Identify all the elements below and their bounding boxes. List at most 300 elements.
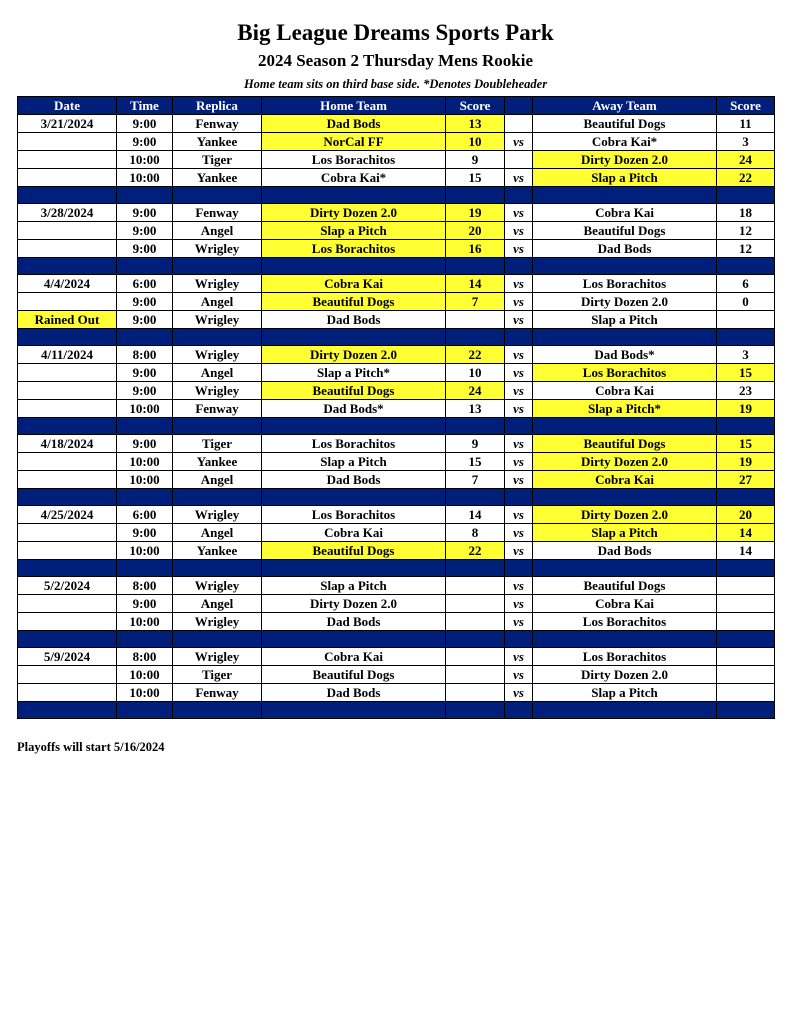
- separator-cell: [505, 258, 533, 275]
- cell-home-score: 14: [446, 275, 505, 293]
- game-row: [18, 648, 775, 666]
- separator-cell: [717, 418, 775, 435]
- week-separator: [18, 187, 775, 204]
- cell-date: 3/28/2024: [18, 204, 117, 222]
- schedule-table: [17, 96, 775, 719]
- cell-away-team: Dad Bods: [533, 240, 717, 258]
- game-row: [18, 222, 775, 240]
- separator-cell: [117, 329, 173, 346]
- separator-cell: [533, 329, 717, 346]
- game-row: [18, 542, 775, 560]
- cell-replica: Angel: [173, 293, 262, 311]
- cell-time: 9:00: [117, 293, 173, 311]
- separator-cell: [446, 329, 505, 346]
- cell-vs: vs: [505, 471, 533, 489]
- separator-cell: [446, 631, 505, 648]
- cell-date: [18, 453, 117, 471]
- cell-home-score: [446, 577, 505, 595]
- cell-away-team: Slap a Pitch: [533, 169, 717, 187]
- cell-time: 9:00: [117, 595, 173, 613]
- cell-away-team: Dad Bods*: [533, 346, 717, 364]
- cell-home-score: 24: [446, 382, 505, 400]
- cell-date: [18, 133, 117, 151]
- cell-away-team: Dirty Dozen 2.0: [533, 151, 717, 169]
- cell-away-team: Cobra Kai*: [533, 133, 717, 151]
- cell-away-score: [717, 648, 775, 666]
- cell-home-team: Slap a Pitch*: [262, 364, 446, 382]
- cell-home-score: [446, 613, 505, 631]
- separator-cell: [18, 187, 117, 204]
- cell-home-team: Los Borachitos: [262, 240, 446, 258]
- cell-away-score: [717, 595, 775, 613]
- cell-away-team: Dad Bods: [533, 542, 717, 560]
- week-separator: [18, 560, 775, 577]
- cell-date: [18, 471, 117, 489]
- cell-vs: [505, 115, 533, 133]
- cell-away-score: [717, 311, 775, 329]
- cell-date: [18, 542, 117, 560]
- cell-time: 6:00: [117, 275, 173, 293]
- cell-home-team: Slap a Pitch: [262, 453, 446, 471]
- cell-replica: Yankee: [173, 169, 262, 187]
- separator-cell: [446, 418, 505, 435]
- cell-home-team: Cobra Kai: [262, 275, 446, 293]
- cell-vs: vs: [505, 577, 533, 595]
- game-row: [18, 506, 775, 524]
- separator-cell: [18, 702, 117, 719]
- cell-replica: Wrigley: [173, 648, 262, 666]
- cell-away-team: Los Borachitos: [533, 613, 717, 631]
- page-title: Big League Dreams Sports Park: [237, 20, 554, 45]
- separator-cell: [262, 631, 446, 648]
- game-row: [18, 613, 775, 631]
- game-row: [18, 435, 775, 453]
- cell-home-score: [446, 648, 505, 666]
- cell-away-team: Cobra Kai: [533, 471, 717, 489]
- separator-cell: [533, 702, 717, 719]
- game-row: [18, 471, 775, 489]
- cell-home-score: [446, 684, 505, 702]
- cell-away-score: 15: [717, 364, 775, 382]
- game-row: [18, 666, 775, 684]
- cell-vs: vs: [505, 542, 533, 560]
- cell-home-score: 9: [446, 151, 505, 169]
- cell-away-team: Dirty Dozen 2.0: [533, 666, 717, 684]
- cell-away-score: 24: [717, 151, 775, 169]
- separator-cell: [173, 631, 262, 648]
- cell-away-score: 3: [717, 346, 775, 364]
- cell-time: 9:00: [117, 382, 173, 400]
- cell-home-team: Cobra Kai*: [262, 169, 446, 187]
- game-row: [18, 595, 775, 613]
- cell-away-team: Dirty Dozen 2.0: [533, 293, 717, 311]
- separator-cell: [533, 418, 717, 435]
- cell-vs: [505, 151, 533, 169]
- separator-cell: [18, 258, 117, 275]
- cell-away-team: Los Borachitos: [533, 275, 717, 293]
- col-header-time: Time: [117, 97, 173, 115]
- cell-away-team: Beautiful Dogs: [533, 435, 717, 453]
- cell-vs: vs: [505, 240, 533, 258]
- separator-cell: [173, 258, 262, 275]
- separator-cell: [262, 187, 446, 204]
- cell-vs: vs: [505, 311, 533, 329]
- cell-time: 9:00: [117, 364, 173, 382]
- game-row: [18, 169, 775, 187]
- cell-time: 9:00: [117, 115, 173, 133]
- cell-home-team: Slap a Pitch: [262, 577, 446, 595]
- cell-home-score: 10: [446, 364, 505, 382]
- separator-cell: [717, 489, 775, 506]
- header-row: [18, 97, 775, 115]
- separator-cell: [262, 418, 446, 435]
- cell-time: 10:00: [117, 684, 173, 702]
- separator-cell: [117, 489, 173, 506]
- separator-cell: [505, 631, 533, 648]
- cell-away-score: 12: [717, 222, 775, 240]
- cell-time: 10:00: [117, 400, 173, 418]
- cell-date: [18, 524, 117, 542]
- separator-cell: [446, 187, 505, 204]
- cell-away-team: Beautiful Dogs: [533, 577, 717, 595]
- cell-home-score: 10: [446, 133, 505, 151]
- cell-date: 5/9/2024: [18, 648, 117, 666]
- cell-date: 4/25/2024: [18, 506, 117, 524]
- cell-vs: vs: [505, 435, 533, 453]
- cell-away-team: Cobra Kai: [533, 595, 717, 613]
- cell-home-team: Cobra Kai: [262, 524, 446, 542]
- cell-vs: vs: [505, 506, 533, 524]
- cell-away-score: 0: [717, 293, 775, 311]
- cell-home-team: Los Borachitos: [262, 506, 446, 524]
- cell-date: 4/4/2024: [18, 275, 117, 293]
- cell-date: [18, 222, 117, 240]
- separator-cell: [533, 560, 717, 577]
- col-header-home-team: Home Team: [262, 97, 446, 115]
- cell-home-score: 16: [446, 240, 505, 258]
- cell-away-score: 12: [717, 240, 775, 258]
- cell-away-score: 11: [717, 115, 775, 133]
- cell-home-score: 22: [446, 542, 505, 560]
- cell-vs: vs: [505, 595, 533, 613]
- separator-cell: [446, 702, 505, 719]
- cell-home-team: Dirty Dozen 2.0: [262, 204, 446, 222]
- cell-away-team: Slap a Pitch: [533, 311, 717, 329]
- cell-replica: Angel: [173, 595, 262, 613]
- cell-away-team: Dirty Dozen 2.0: [533, 506, 717, 524]
- cell-replica: Wrigley: [173, 382, 262, 400]
- cell-date: 4/11/2024: [18, 346, 117, 364]
- separator-cell: [18, 418, 117, 435]
- cell-away-team: Slap a Pitch: [533, 684, 717, 702]
- cell-replica: Wrigley: [173, 275, 262, 293]
- cell-away-score: 19: [717, 453, 775, 471]
- cell-home-score: 15: [446, 453, 505, 471]
- cell-time: 10:00: [117, 471, 173, 489]
- separator-cell: [717, 329, 775, 346]
- cell-date: 5/2/2024: [18, 577, 117, 595]
- cell-away-score: [717, 613, 775, 631]
- separator-cell: [505, 560, 533, 577]
- cell-time: 9:00: [117, 240, 173, 258]
- cell-away-team: Dirty Dozen 2.0: [533, 453, 717, 471]
- cell-away-score: 23: [717, 382, 775, 400]
- playoffs-note: Playoffs will start 5/16/2024: [17, 740, 165, 754]
- separator-cell: [117, 702, 173, 719]
- cell-replica: Wrigley: [173, 346, 262, 364]
- cell-replica: Fenway: [173, 684, 262, 702]
- cell-home-team: Dad Bods: [262, 684, 446, 702]
- cell-home-score: [446, 595, 505, 613]
- game-row: [18, 364, 775, 382]
- cell-replica: Angel: [173, 471, 262, 489]
- separator-cell: [262, 258, 446, 275]
- game-row: [18, 684, 775, 702]
- game-row: [18, 240, 775, 258]
- cell-away-score: [717, 577, 775, 595]
- schedule-body: [18, 115, 775, 719]
- cell-home-score: 20: [446, 222, 505, 240]
- cell-vs: vs: [505, 613, 533, 631]
- cell-home-team: Cobra Kai: [262, 648, 446, 666]
- cell-home-score: 14: [446, 506, 505, 524]
- game-row: [18, 311, 775, 329]
- cell-away-score: 15: [717, 435, 775, 453]
- cell-time: 8:00: [117, 648, 173, 666]
- cell-away-team: Cobra Kai: [533, 382, 717, 400]
- cell-vs: vs: [505, 169, 533, 187]
- cell-home-score: 7: [446, 293, 505, 311]
- cell-vs: vs: [505, 524, 533, 542]
- separator-cell: [262, 329, 446, 346]
- cell-away-team: Beautiful Dogs: [533, 222, 717, 240]
- separator-cell: [717, 258, 775, 275]
- cell-away-team: Los Borachitos: [533, 364, 717, 382]
- cell-replica: Yankee: [173, 133, 262, 151]
- separator-cell: [173, 329, 262, 346]
- cell-replica: Yankee: [173, 542, 262, 560]
- separator-cell: [117, 418, 173, 435]
- cell-time: 8:00: [117, 346, 173, 364]
- game-row: [18, 524, 775, 542]
- cell-home-team: Dad Bods*: [262, 400, 446, 418]
- cell-away-score: 22: [717, 169, 775, 187]
- cell-date: [18, 595, 117, 613]
- game-row: [18, 453, 775, 471]
- game-row: [18, 400, 775, 418]
- separator-cell: [505, 329, 533, 346]
- cell-time: 9:00: [117, 222, 173, 240]
- cell-date: [18, 684, 117, 702]
- separator-cell: [505, 489, 533, 506]
- cell-home-score: 9: [446, 435, 505, 453]
- separator-cell: [717, 560, 775, 577]
- cell-date: [18, 169, 117, 187]
- game-row: [18, 133, 775, 151]
- cell-date: [18, 666, 117, 684]
- cell-time: 9:00: [117, 133, 173, 151]
- cell-time: 10:00: [117, 453, 173, 471]
- week-separator: [18, 418, 775, 435]
- col-header-date: Date: [18, 97, 117, 115]
- cell-time: 10:00: [117, 169, 173, 187]
- cell-replica: Fenway: [173, 115, 262, 133]
- cell-home-score: [446, 311, 505, 329]
- cell-away-score: 14: [717, 542, 775, 560]
- cell-home-team: Beautiful Dogs: [262, 666, 446, 684]
- col-header-vs: [505, 97, 533, 115]
- separator-cell: [18, 329, 117, 346]
- cell-date: [18, 293, 117, 311]
- cell-vs: vs: [505, 293, 533, 311]
- cell-home-team: Beautiful Dogs: [262, 293, 446, 311]
- cell-away-score: 6: [717, 275, 775, 293]
- cell-replica: Tiger: [173, 666, 262, 684]
- cell-away-team: Beautiful Dogs: [533, 115, 717, 133]
- separator-cell: [717, 631, 775, 648]
- separator-cell: [117, 258, 173, 275]
- page-subtitle: 2024 Season 2 Thursday Mens Rookie: [257, 51, 534, 70]
- cell-away-score: 27: [717, 471, 775, 489]
- cell-home-score: 19: [446, 204, 505, 222]
- cell-time: 9:00: [117, 524, 173, 542]
- cell-home-score: [446, 666, 505, 684]
- separator-cell: [117, 560, 173, 577]
- cell-date: [18, 613, 117, 631]
- cell-replica: Wrigley: [173, 506, 262, 524]
- cell-home-team: NorCal FF: [262, 133, 446, 151]
- cell-vs: vs: [505, 204, 533, 222]
- cell-time: 10:00: [117, 151, 173, 169]
- week-separator: [18, 702, 775, 719]
- separator-cell: [533, 187, 717, 204]
- cell-date: 4/18/2024: [18, 435, 117, 453]
- cell-vs: vs: [505, 684, 533, 702]
- cell-replica: Fenway: [173, 400, 262, 418]
- cell-date: [18, 364, 117, 382]
- week-separator: [18, 258, 775, 275]
- cell-home-team: Slap a Pitch: [262, 222, 446, 240]
- game-row: [18, 204, 775, 222]
- separator-cell: [173, 187, 262, 204]
- cell-date: 3/21/2024: [18, 115, 117, 133]
- game-row: [18, 151, 775, 169]
- col-header-away-score: Score: [717, 97, 775, 115]
- week-separator: [18, 329, 775, 346]
- cell-away-score: 14: [717, 524, 775, 542]
- cell-time: 10:00: [117, 666, 173, 684]
- cell-away-team: Los Borachitos: [533, 648, 717, 666]
- cell-date: [18, 382, 117, 400]
- cell-home-team: Dad Bods: [262, 471, 446, 489]
- cell-away-team: Slap a Pitch*: [533, 400, 717, 418]
- cell-home-score: 8: [446, 524, 505, 542]
- separator-cell: [18, 560, 117, 577]
- cell-home-team: Beautiful Dogs: [262, 382, 446, 400]
- separator-cell: [505, 187, 533, 204]
- separator-cell: [717, 702, 775, 719]
- cell-replica: Angel: [173, 364, 262, 382]
- cell-date: Rained Out: [18, 311, 117, 329]
- cell-time: 10:00: [117, 542, 173, 560]
- cell-replica: Angel: [173, 222, 262, 240]
- cell-replica: Wrigley: [173, 577, 262, 595]
- cell-replica: Fenway: [173, 204, 262, 222]
- separator-cell: [173, 560, 262, 577]
- separator-cell: [173, 702, 262, 719]
- cell-replica: Yankee: [173, 453, 262, 471]
- game-row: [18, 346, 775, 364]
- col-header-away-team: Away Team: [533, 97, 717, 115]
- cell-time: 8:00: [117, 577, 173, 595]
- cell-vs: vs: [505, 222, 533, 240]
- cell-home-team: Los Borachitos: [262, 435, 446, 453]
- cell-vs: vs: [505, 648, 533, 666]
- cell-home-score: 7: [446, 471, 505, 489]
- cell-home-team: Los Borachitos: [262, 151, 446, 169]
- schedule-note: Home team sits on third base side. *Denotes Doubleheader: [243, 77, 548, 91]
- separator-cell: [262, 560, 446, 577]
- cell-vs: vs: [505, 275, 533, 293]
- cell-time: 9:00: [117, 204, 173, 222]
- cell-date: [18, 240, 117, 258]
- cell-away-score: 19: [717, 400, 775, 418]
- separator-cell: [533, 489, 717, 506]
- cell-date: [18, 151, 117, 169]
- cell-away-score: 18: [717, 204, 775, 222]
- cell-away-score: 3: [717, 133, 775, 151]
- cell-vs: vs: [505, 382, 533, 400]
- cell-replica: Tiger: [173, 435, 262, 453]
- cell-vs: vs: [505, 364, 533, 382]
- separator-cell: [117, 631, 173, 648]
- week-separator: [18, 631, 775, 648]
- col-header-home-score: Score: [446, 97, 505, 115]
- game-row: [18, 275, 775, 293]
- cell-home-team: Dad Bods: [262, 613, 446, 631]
- separator-cell: [262, 489, 446, 506]
- cell-vs: vs: [505, 666, 533, 684]
- game-row: [18, 115, 775, 133]
- cell-home-team: Dirty Dozen 2.0: [262, 595, 446, 613]
- separator-cell: [533, 258, 717, 275]
- cell-home-team: Dad Bods: [262, 115, 446, 133]
- separator-cell: [173, 418, 262, 435]
- cell-time: 9:00: [117, 435, 173, 453]
- cell-time: 10:00: [117, 613, 173, 631]
- cell-home-score: 15: [446, 169, 505, 187]
- cell-away-team: Cobra Kai: [533, 204, 717, 222]
- separator-cell: [446, 489, 505, 506]
- separator-cell: [18, 489, 117, 506]
- cell-replica: Wrigley: [173, 613, 262, 631]
- cell-home-team: Dirty Dozen 2.0: [262, 346, 446, 364]
- cell-time: 6:00: [117, 506, 173, 524]
- cell-replica: Tiger: [173, 151, 262, 169]
- cell-home-score: 22: [446, 346, 505, 364]
- cell-away-score: [717, 684, 775, 702]
- separator-cell: [533, 631, 717, 648]
- game-row: [18, 293, 775, 311]
- separator-cell: [262, 702, 446, 719]
- cell-away-score: [717, 666, 775, 684]
- cell-replica: Wrigley: [173, 311, 262, 329]
- cell-replica: Angel: [173, 524, 262, 542]
- cell-away-score: 20: [717, 506, 775, 524]
- cell-home-team: Dad Bods: [262, 311, 446, 329]
- separator-cell: [18, 631, 117, 648]
- separator-cell: [505, 418, 533, 435]
